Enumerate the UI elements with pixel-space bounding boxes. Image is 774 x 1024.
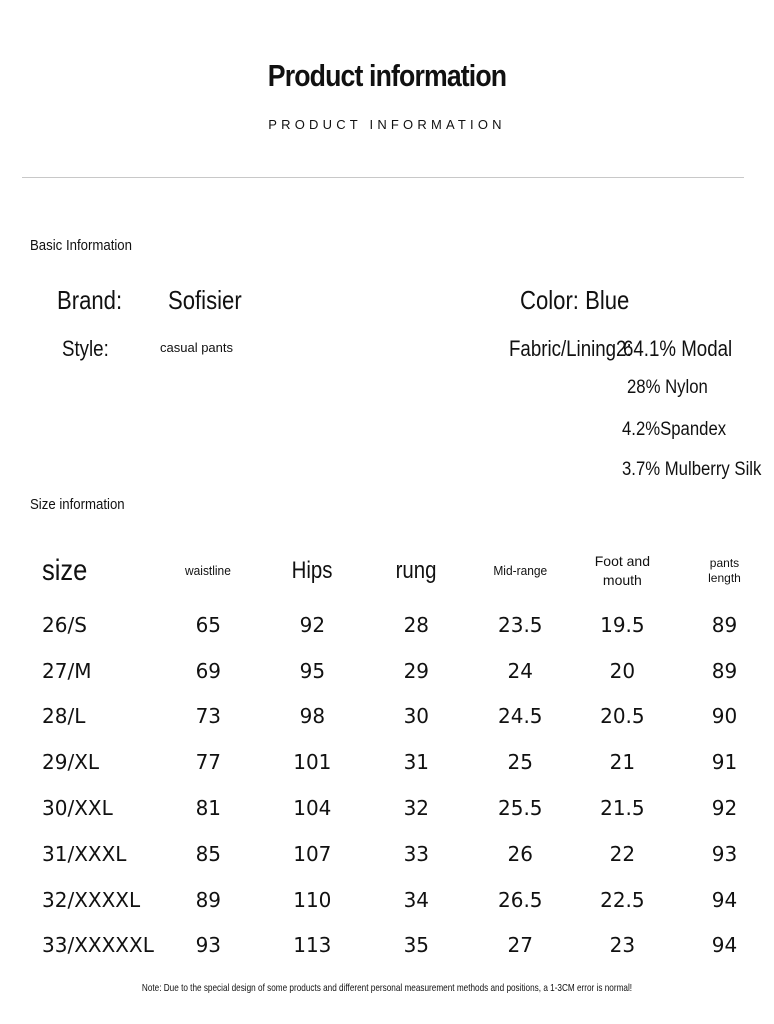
column-header: waistline (185, 563, 232, 578)
measurement-cell: 93 (195, 933, 222, 958)
measurement-cell: 24.5 (498, 704, 543, 729)
measurement-cell: 25.5 (498, 796, 543, 821)
basic-info-heading: Basic Information (30, 237, 132, 254)
size-cell: 31/XXXL (42, 841, 127, 866)
fabric-line: 28% Nylon (627, 377, 708, 398)
color-value: Color: Blue (520, 285, 630, 315)
table-row (22, 602, 774, 648)
measurement-cell: 92 (711, 796, 738, 821)
measurement-cell: 27 (507, 933, 533, 958)
measurement-cell: 33 (403, 841, 430, 866)
table-row (22, 785, 774, 831)
table-row (22, 877, 774, 923)
measurement-cell: 22 (609, 841, 636, 866)
size-cell: 29/XL (42, 750, 100, 775)
table-row (22, 694, 774, 740)
measurement-cell: 101 (293, 750, 332, 775)
measurement-cell: 19.5 (600, 612, 645, 637)
fabric-line: 64.1% Modal (623, 336, 733, 361)
measurement-cell: 94 (711, 887, 738, 912)
table-row (22, 739, 774, 785)
style-value: casual pants (160, 340, 233, 355)
header-divider (22, 177, 744, 178)
measurement-cell: 32 (403, 796, 430, 821)
measurement-cell: 73 (195, 704, 222, 729)
size-table (22, 540, 774, 968)
measurement-cell: 81 (195, 796, 222, 821)
page-title: Product information (267, 58, 507, 93)
table-row (22, 648, 774, 694)
measurement-cell: 28 (403, 612, 430, 637)
size-cell: 30/XXL (42, 796, 113, 821)
measurement-cell: 35 (403, 933, 430, 958)
measurement-cell: 89 (711, 612, 738, 637)
measurement-cell: 89 (195, 887, 222, 912)
table-row (22, 831, 774, 877)
brand-value: Sofisier (168, 285, 242, 315)
size-cell: 28/L (42, 704, 86, 729)
measurement-cell: 93 (711, 841, 738, 866)
measurement-cell: 95 (299, 658, 326, 683)
column-header: Foot and mouth (594, 553, 650, 588)
measurement-cell: 89 (711, 658, 738, 683)
column-header: rung (395, 557, 437, 584)
size-cell: 26/S (42, 612, 87, 637)
column-header: size (42, 554, 88, 587)
measurement-cell: 85 (195, 841, 222, 866)
measurement-cell: 69 (195, 658, 222, 683)
measurement-cell: 30 (403, 704, 430, 729)
measurement-cell: 98 (299, 704, 326, 729)
measurement-cell: 23 (609, 933, 636, 958)
brand-label: Brand: (57, 285, 123, 315)
measurement-cell: 94 (711, 933, 738, 958)
measurement-cell: 21 (609, 750, 636, 775)
measurement-cell: 90 (711, 704, 738, 729)
measurement-note: Note: Due to the special design of some products and different personal measurement methods and positions, a 1-3CM error is normal! (141, 982, 633, 994)
style-label: Style: (62, 336, 109, 361)
table-row (22, 923, 774, 969)
column-header: Hips (291, 557, 333, 584)
measurement-cell: 77 (195, 750, 222, 775)
measurement-cell: 22.5 (600, 887, 645, 912)
measurement-cell: 104 (293, 796, 332, 821)
measurement-cell: 29 (403, 658, 430, 683)
size-cell: 32/XXXXL (42, 887, 141, 912)
column-header: Mid-range (493, 563, 548, 578)
measurement-cell: 107 (293, 841, 332, 866)
size-info-heading: Size information (30, 496, 125, 513)
measurement-cell: 110 (293, 887, 332, 912)
measurement-cell: 113 (293, 933, 332, 958)
measurement-cell: 25 (507, 750, 533, 775)
measurement-cell: 91 (711, 750, 738, 775)
fabric-label: Fabric/Lining2: (509, 336, 632, 361)
measurement-cell: 20.5 (600, 704, 645, 729)
measurement-cell: 20 (609, 658, 636, 683)
measurement-cell: 65 (195, 612, 222, 637)
measurement-cell: 31 (403, 750, 430, 775)
fabric-line: 4.2%Spandex (622, 419, 727, 440)
measurement-cell: 23.5 (498, 612, 543, 637)
size-cell: 33/XXXXXL (42, 933, 154, 958)
table-header-row (22, 540, 774, 602)
measurement-cell: 26.5 (498, 887, 543, 912)
measurement-cell: 24 (507, 658, 533, 683)
fabric-line: 3.7% Mulberry Silk (622, 459, 762, 480)
page-subtitle: PRODUCT INFORMATION (268, 117, 506, 132)
measurement-cell: 92 (299, 612, 326, 637)
size-cell: 27/M (42, 658, 92, 683)
measurement-cell: 21.5 (600, 796, 645, 821)
measurement-cell: 34 (403, 887, 430, 912)
column-header: pants length (708, 555, 741, 585)
measurement-cell: 26 (507, 841, 533, 866)
